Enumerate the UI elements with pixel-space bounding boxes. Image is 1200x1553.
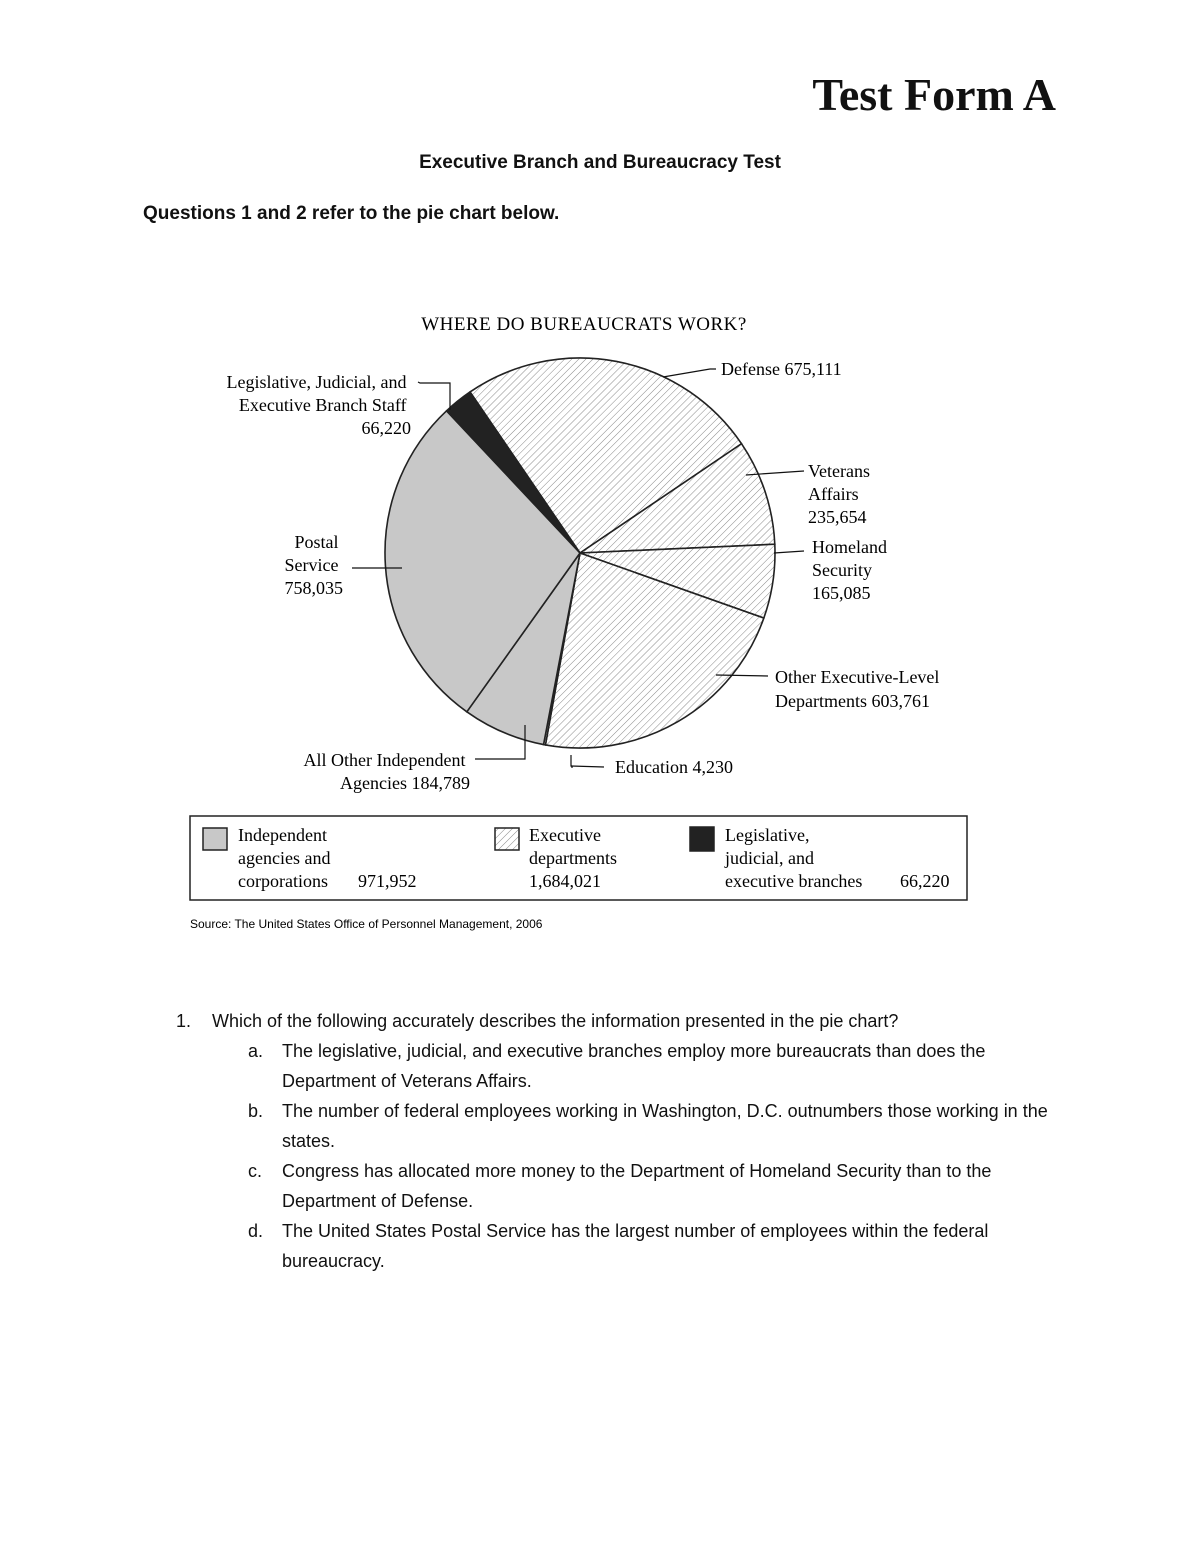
label-postal-service: Postal Service 758,035 [284, 532, 343, 598]
option-b [248, 1096, 1076, 1156]
chart-legend [190, 816, 967, 900]
option-text: The United States Postal Service has the largest number of employees within the federal bureaucracy. [282, 1221, 989, 1271]
option-letter: d. [248, 1221, 264, 1241]
form-label: Test Form A [812, 69, 1056, 120]
label-other-executive: Other Executive-Level Departments 603,761 [775, 667, 940, 711]
legend-swatch-legislative [690, 827, 714, 851]
legend-swatch-executive [495, 828, 519, 850]
legend-label-executive: Executive departments 1,684,021 [529, 825, 617, 891]
option-text: Congress has allocated more money to the Department of Homeland Security than to the Department of Defense. [282, 1161, 992, 1211]
option-text: The number of federal employees working in Washington, D.C. outnumbers those working in the states. [282, 1101, 1048, 1151]
legend-total-legislative: 66,220 [900, 871, 950, 891]
question-text: Which of the following accurately describes the information presented in the pie chart? [212, 1011, 899, 1031]
option-letter: b. [248, 1101, 264, 1121]
pie-chart [180, 305, 980, 945]
option-a [248, 1036, 1076, 1096]
label-education: Education 4,230 [615, 757, 733, 777]
label-defense: Defense 675,111 [721, 359, 842, 379]
answer-options [176, 1036, 1076, 1276]
label-veterans-affairs: Veterans Affairs 235,654 [808, 461, 870, 527]
legend-total-independent: 971,952 [358, 871, 417, 891]
option-letter: a. [248, 1041, 264, 1061]
legend-swatch-independent [203, 828, 227, 850]
label-legislative-staff: Legislative, Judicial, and Executive Branch Staff 66,220 [226, 372, 411, 438]
option-letter: c. [248, 1161, 263, 1181]
option-text: The legislative, judicial, and executive branches employ more bureaucrats than does the Department of Veterans Affairs. [282, 1041, 986, 1091]
chart-source: Source: The United States Office of Personnel Management, 2006 [190, 917, 543, 931]
legend-label-legislative: Legislative, judicial, and executive branches [725, 825, 863, 891]
pie-slices [385, 358, 775, 748]
question-number: 1. [176, 1011, 192, 1031]
legend-label-independent: Independent agencies and corporations [238, 825, 331, 891]
chart-title: WHERE DO BUREAUCRATS WORK? [421, 314, 747, 335]
option-c [248, 1156, 1076, 1216]
label-homeland-security: Homeland Security 165,085 [812, 537, 887, 603]
question-1 [176, 1006, 1076, 1276]
option-d [248, 1216, 1076, 1276]
label-other-independent: All Other Independent Agencies 184,789 [303, 750, 470, 793]
instructions: Questions 1 and 2 refer to the pie chart below. [143, 203, 560, 224]
test-title: Executive Branch and Bureaucracy Test [419, 152, 781, 173]
